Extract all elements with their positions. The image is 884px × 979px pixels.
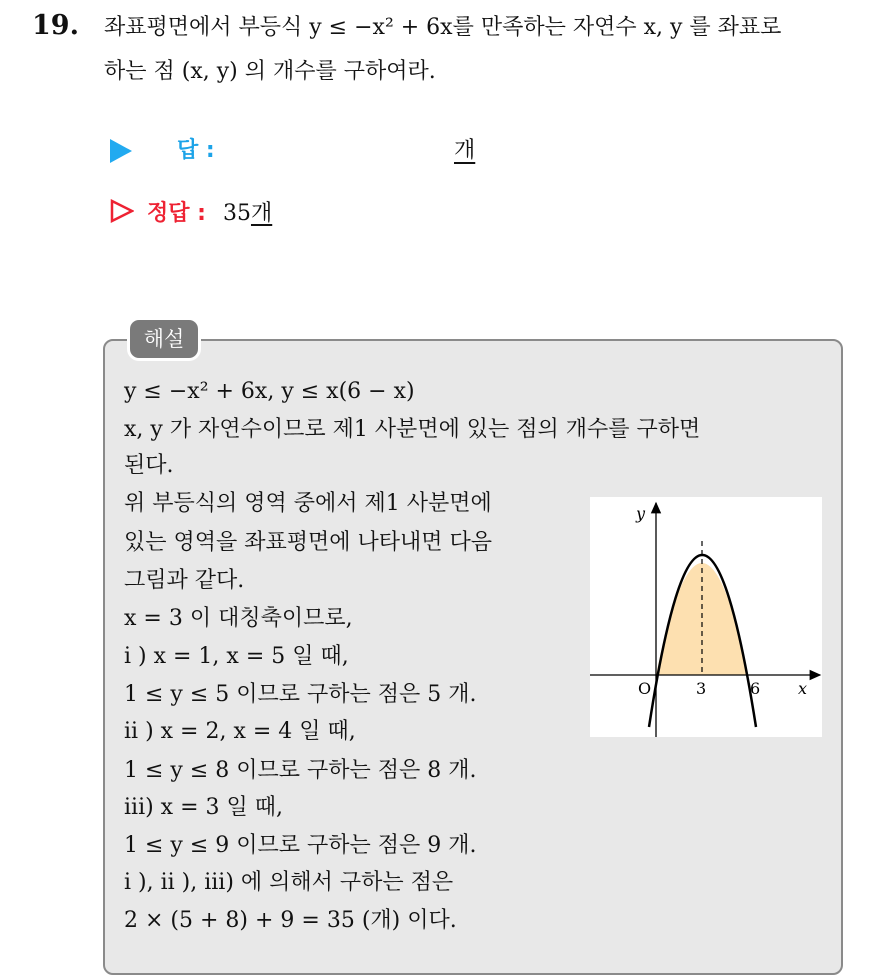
solution-line: i ) x = 1, x = 5 일 때,	[124, 644, 349, 669]
correct-label: 정답 :	[147, 201, 206, 226]
question-number: 19.	[32, 10, 79, 41]
answer-label: 답 :	[177, 138, 215, 163]
solution-line: x, y 가 자연수이므로 제1 사분면에 있는 점의 개수를 구하면	[124, 417, 701, 442]
origin-label: O	[638, 679, 652, 698]
solution-line: 그림과 같다.	[124, 568, 245, 593]
solution-line: 된다.	[124, 453, 174, 478]
solution-line: 있는 영역을 좌표평면에 나타내면 다음	[124, 530, 493, 555]
question-text-line-2: 하는 점 (x, y) 의 개수를 구하여라.	[104, 59, 436, 84]
solution-line: 1 ≤ y ≤ 5 이므로 구하는 점은 5 개.	[124, 682, 477, 707]
x-axis-label: x	[798, 679, 808, 698]
answer-triangle-icon	[110, 139, 132, 163]
tick-label-6: 6	[750, 679, 761, 698]
answer-row	[110, 133, 215, 164]
solution-line: 1 ≤ y ≤ 8 이므로 구하는 점은 8 개.	[124, 758, 477, 783]
correct-unit: 개	[250, 201, 273, 226]
answer-unit: 개	[454, 138, 476, 163]
solution-line: iii) x = 3 일 때,	[124, 795, 283, 820]
parabola-graph	[590, 497, 822, 737]
solution-line: y ≤ −x² + 6x, y ≤ x(6 − x)	[124, 379, 415, 404]
correct-triangle-icon	[110, 199, 134, 229]
tick-label-3: 3	[696, 679, 707, 698]
question-text-line-1: 좌표평면에서 부등식 y ≤ −x² + 6x를 만족하는 자연수 x, y 를 좌표로	[104, 15, 782, 40]
solution-line: i ), ii ), iii) 에 의해서 구하는 점은	[124, 870, 454, 895]
correct-value: 35	[222, 201, 251, 226]
solution-line: x = 3 이 대칭축이므로,	[124, 606, 353, 631]
y-axis-label: y	[636, 504, 646, 523]
solution-tag: 해설	[130, 320, 198, 358]
solution-line: 위 부등식의 영역 중에서 제1 사분면에	[124, 491, 492, 516]
solution-line: 2 × (5 + 8) + 9 = 35 (개) 이다.	[124, 908, 457, 933]
correct-answer-row	[110, 196, 272, 229]
solution-line: ii ) x = 2, x = 4 일 때,	[124, 719, 356, 744]
solution-line: 1 ≤ y ≤ 9 이므로 구하는 점은 9 개.	[124, 833, 477, 858]
